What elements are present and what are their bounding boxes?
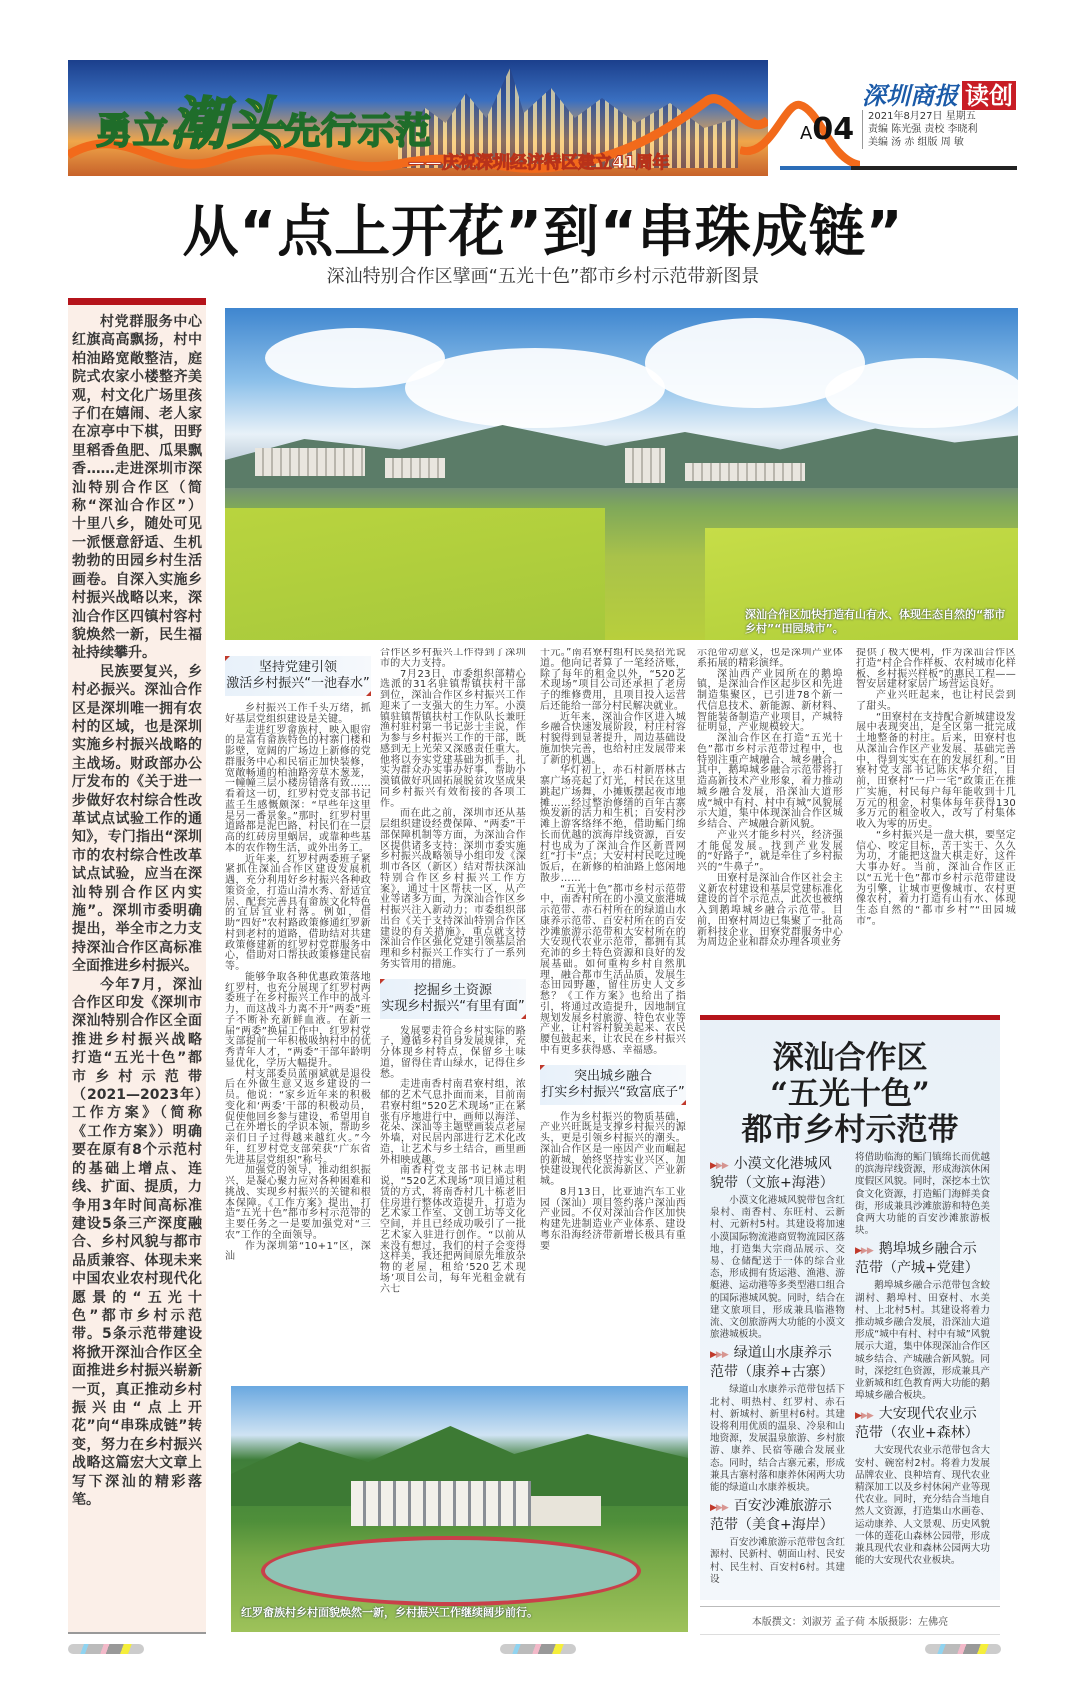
subhead-line: 挖掘乡土资源 [413, 982, 492, 998]
belt-heading-text: 绿道山水康养示范带（康养+古寨） [710, 1345, 834, 1381]
paragraph: 而在此之前，深圳市还从基层组织建设经费保障、“两委”干部保障机制等方面，为深汕合作区提供诸多支持：深圳市委实施乡村振兴战略领导小组印发《深圳市各区（新区）结对帮扶深汕特别合作区乡村振兴工作方案》，通过十区帮扶一区，从产业等诸多方面，为深汕合作区乡村振兴注入新动力；市委组织部出台《关于支持深汕特别合作区建设的有关措施》，重点就支持深汕合作区强化党建引领基层治理和乡村振兴工作实行了一系列务实管用的措施。 [380, 808, 526, 970]
belt-heading-text: 百安沙滩旅游示范带（美食+海岸） [710, 1498, 834, 1534]
triangle-arrows-icon: ▶▶▶ [710, 1161, 728, 1171]
paragraph: 走进南香村南君寮村组，浓郁的艺术气息扑面而来，目前南君寮村组“520艺术现场”正在紧张有序地进行中，画师以海洋、花朵、深汕等主题壁画装点老屋外墙，对民居内部进行艺术化改造，让艺术与乡土结合，画里画外相映成趣。 [380, 1079, 526, 1166]
color-bar [68, 1644, 144, 1654]
paragraph: 小漠文化港城风貌带包含红泉村、南香村、东旺村、云新村、元新村5村。其建设将加速小漠国际物流港商贸物流园区落地，打造集大宗商品展示、交易、仓储配送于一体的综合业态，形成拥有货运港、渔港、游艇港、运动港等多类型港口组合的国际港城风貌。同时，结合在建文旅项目，形成兼具临港物流、文创旅游两大功能的小漠文旅港城板块。 [710, 1195, 845, 1341]
color-bar [925, 1644, 1001, 1654]
paragraph: 产业兴旺起来，也让村民尝到了甜头。 [856, 690, 1016, 712]
box-title [700, 1040, 1000, 1148]
text-block [540, 1113, 686, 1253]
article-column [540, 648, 686, 1376]
paragraph: 深汕合作区在打造“五光十色”都市乡村示范带过程中，也特别注重产城融合、城乡融合。其中，鹅埠城乡融合示范带将打造高新技术产业形象，着力推动城乡融合发展，沿深汕大道形成“城中有村、村中有城”风貌展示大道，集中体现深汕合作区城乡结合、产城融合新风貌。 [697, 733, 843, 830]
article-column [380, 648, 526, 1376]
belt-heading [855, 1406, 990, 1442]
paragraph: “五光十色”都市乡村示范带中，南香村所在的小漠文旅港城示范带、赤石村所在的绿道山水康养示范带、百安村所在的百安沙滩旅游示范带和大安村所在的大安现代农业示范带，都拥有其充沛的乡土特色资源和良好的发展基础。如何重构乡村自然肌理，融合都市生活品质，发展生态田园野趣，留住历史人文乡愁？《工作方案》也给出了指引，将通过改造提升，因地制宜规划发展乡村旅游、特色农业等产业，让村容村貌美起来、农民腰包鼓起来，让农民在乡村振兴中有更多获得感、幸福感。 [540, 883, 686, 1056]
paragraph: 南香村党支部书记林志明说，“520艺术现场”项目通过租赁的方式，将南香村几十栋老旧住房进行整体改造提升，打造为艺术家工作室、文创工坊等文化空间，并且已经成功吸引了一批艺术家入驻进行创作。“以前从来没有想过，我们的村子会变得这样美，我还把两间原先堆放杂物的老屋，租给‘520艺术现场’项目公司，每年光租金就有六七 [380, 1165, 526, 1295]
paragraph: 大安现代农业示范带包含大安村、碗窑村2村。将着力发展品牌农业、良种培育、现代农业精深加工以及乡村休闲产业等现代农业。同时，充分结合当地自然人文资源，打造集山水画卷、运动康养、人文景观、历史风貌一体的莲花山森林公园带，形成兼具现代农业和森林公园两大功能的大安现代农业板块。 [855, 1445, 990, 1567]
article-column [225, 648, 371, 1376]
section-subhead [380, 979, 526, 1019]
text-block [380, 648, 526, 971]
triangle-arrows-icon: ▶▶▶ [710, 1503, 728, 1514]
subhead-line: 激活乡村振兴“一池春水” [226, 676, 370, 691]
masthead-info [862, 110, 978, 149]
subhead-line: 打实乡村振兴“致富底子” [541, 1084, 685, 1100]
demo-belt-box [700, 1015, 1000, 1600]
paragraph: 今年7月，深汕合作区印发《深圳市深汕特别合作区全面推进乡村振兴战略 打造“五光十色”都市乡村示范带（2021—2023年）工作方案》（简称《工作方案》）明确要在原有8个示范村的基础上增点、连线、扩面、提质，力争用3年时间高标准建设5条三产深度融合、乡村风貌与都市品质兼容、体现未来中国农业农村现代化愿景的“五光十色”都市乡村示范带。5条示范带建设将掀开深汕合作区全面推进乡村振兴崭新一页，真正推动乡村振兴由“点上开花”向“串珠成链”转变，努力在乡村振兴战略这篇宏大文章上写下深汕的精彩落笔。 [72, 976, 202, 1508]
paragraph: 绿道山水康养示范带包括下北村、明热村、红罗村、赤石村、新城村、新里村6村。其建设将利用优质的温泉、冷泉和山地资源，发展温泉旅游、乡村旅游、康养、民宿等融合发展业态。同时，结合古寨元素，形成兼具古寨村落和康养休闲两大功能的绿道山水康养板块。 [710, 1384, 845, 1494]
masthead-divider [780, 166, 1017, 170]
paragraph: 近年来，红罗村两委班子紧紧抓住深汕合作区建设发展机遇，充分利用好乡村振兴各种政策资金，打造山清水秀、舒适宜居、配套完善具有畲族文化特色的宜居宜业村落。例如，借助“四好”农村路政策修通红罗新村到老村的道路，借助结对共建政策修建新的红罗村党群服务中心，借助对口帮扶政策修建民宿等。 [225, 853, 371, 972]
box-title-line: 深汕合作区 [772, 1040, 928, 1076]
paragraph: 千元。”南君寮村组村民莫招光说道。他向记者算了一笔经济账，除了每年的租金以外，“520艺术现场”项目公司还承担了老房子的维修费用，且项目投入运营后还能给一部分村民解决就业。 [540, 648, 686, 712]
village-photo [231, 1386, 688, 1632]
landscape-photo [225, 308, 1018, 640]
banner-title: 勇立潮头先行示范 [96, 91, 433, 157]
subhead-line: 坚持党建引领 [258, 660, 337, 675]
paragraph: 8月13日，比亚迪汽车工业园（深汕）项目签约落户深汕西产业园。不仅对深汕合作区加快构建先进制造业产业体系、建设粤东沿海经济带新增长极具有重要 [540, 1186, 686, 1252]
paragraph: 村支部委员蓝丽斌就是退役后在外做生意又返乡建设的一员。他说：“家乡近年来的积极变化和‘两委’干部的积极动员，促使他回乡参与建设，希望用自己在外增长的学识本领，帮助乡亲们日子过得越来越红火。”今年，红罗村党支部荣获“广东省先进基层党组织”称号。 [225, 1068, 371, 1166]
text-block [225, 704, 371, 1263]
text-block [380, 1027, 526, 1296]
article-column [697, 648, 843, 1006]
belt-heading [855, 1241, 990, 1277]
issue-date: 2021年8月27日 星期五 [868, 111, 976, 122]
paragraph: 产业兴才能乡村兴，经济强才能促发展。找到产业发展的“好路子”，就是牵住了乡村振兴的“牛鼻子”。 [697, 829, 843, 873]
paragraph: 提供了极大便利，作为深汕合作区打造“村企合作样板、农村城市化样板、乡村振兴样板”的惠民工程——智安居建材家居广场营运良好。 [856, 648, 1016, 691]
text-block [540, 648, 686, 1057]
paragraph: 深汕西产业园所在的鹅埠镇，是深汕合作区起步区和先进制造集聚区，已引进78个新一代信息技术、新能源、新材料、智能装备制造产业项目，产城特征明显，产业规模较大。 [697, 668, 843, 734]
banner-subtitle: ——庆祝深圳经济特区建立41周年 [408, 153, 670, 173]
paragraph: 合作区乡村振兴工作得到了深圳市的大力支持。 [380, 648, 526, 669]
page-number: A04 [800, 112, 855, 147]
subhead-line: 实现乡村振兴“有里有面” [381, 998, 525, 1014]
editors-line: 责编 陈光强 责校 李晓利 [868, 124, 978, 135]
section-banner [68, 60, 768, 176]
photo-caption: 红罗畲族村乡村面貌焕然一新，乡村振兴工作继续阔步前行。 [241, 1606, 538, 1619]
article-column [856, 648, 1016, 1006]
paragraph: 发展要走符合乡村实际的路子，遵循乡村自身发展规律，充分体现乡村特点，保留乡土味道，留得住青山绿水，记得住乡愁。 [380, 1025, 526, 1080]
paragraph: 百安沙滩旅游示范带包含红源村、民新村、朝面山村、民安村、民生村、百安村6村。其建设 [710, 1537, 845, 1585]
text-block [856, 648, 1016, 928]
page-title: 从“点上开花”到“串珠成链” [182, 200, 904, 265]
paragraph: “乡村振兴是一盘大棋，要坚定信心、咬定目标，苦干实干、久久为功，才能把这盘大棋走好，这件大事办好。当前，深汕合作区正以“五光十色”都市乡村示范带建设为引擎，让城市更像城市、农村更像农村，着力打造有山有水、体现生态自然的“都市乡村”“田园城市”。 [856, 829, 1016, 927]
page-subtitle: 深汕特别合作区擘画“五光十色”都市乡村示范带新图景 [326, 266, 760, 287]
box-title-line: “五光十色” [770, 1076, 930, 1112]
paragraph: 华灯初上，赤石村新厝林古寨广场亮起了灯光，村民在这里跳起广场舞，小摊贩摆起夜市地摊……经过整治修缮的百年古寨焕发新的活力和生机；百安村沙滩上游客络绎不绝，借助鲘门绵长而优越的滨海岸线资源，百安村也成为了深汕合作区新晋网红“打卡”点；大安村村民吃过晚饭后，在新修的柏油路上悠闲地散步…… [540, 765, 686, 884]
belt-heading [710, 1156, 845, 1192]
color-bar [500, 1644, 576, 1654]
paragraph: 田寮村是深汕合作区社会主义新农村建设和基层党建标准化建设的首个示范点，此次也被纳入到鹅埠城乡融合示范带。目前，田寮村周边已集聚了一批高新科技企业，田寮党群服务中心为周边企业和群众办理各项业务 [697, 872, 843, 949]
belt-heading [710, 1498, 845, 1534]
paragraph: 作为乡村振兴的物质基础，产业兴旺既是支撑乡村振兴的源头，更是引领乡村振兴的潮头。深汕合作区是一座因产业而崛起的新城，始终坚持实业兴区，加快建设现代化滨海新区、产业新城。 [540, 1111, 686, 1187]
text-block [697, 648, 843, 949]
paragraph: “田寮村在支持配合新城建设发展中表现突出，是全区第一批完成土地整备的村庄。后来，田寮村也从深汕合作区产业发展、基础完善中，得到实实在在的发展红利。”田寮村党支部书记陈庆华介绍，目前，田寮村“一户一宅”政策正在推广实施，村民每户每年能收到十几万元的租金，村集体每年获得130多万元的租金收入，改写了村集体收入为零的历史。 [856, 711, 1016, 830]
paragraph: 作为深圳第“10+1”区，深汕 [225, 1240, 371, 1263]
editors-line: 美编 汤 赤 组版 周 敏 [868, 137, 964, 148]
paragraph: 走进红罗畲族村，映入眼帘的是富有畲族特色的村寨门楼和影壁，宽阔的广场边上新修的党群服务中心和民宿正加快装修，宽敞畅通的柏油路旁草木葱茏，一幢幢三层小楼房错落有致……看着这一切，红罗村党支部书记蓝壬生感慨颇深：“早些年这里是另一番景象。”那时，红罗村里道路都是泥巴路，村民们在一层高的红砖房里蜗居，或靠种些基本的农作物生活，或外出务工。 [225, 724, 371, 854]
belt-heading-text: 大安现代农业示范带（农业+森林） [855, 1406, 979, 1442]
paragraph: 民族要复兴，乡村必振兴。深汕合作区是深圳唯一拥有农村的区域，也是深圳实施乡村振兴战略的主战场。财政部办公厅发布的《关于进一步做好农村综合性改革试点试验工作的通知》，专门指出“深圳市的农村综合性改革试点试验，应当在深汕特别合作区内实施”。深圳市委明确提出，举全市之力支持深汕合作区高标准全面推进乡村振兴。 [72, 663, 202, 975]
section-subhead [225, 656, 371, 696]
belt-heading-text: 小漠文化港城风貌带（文旅+海港） [710, 1156, 834, 1191]
paragraph: 加强党的领导，推动组织振兴，是凝心聚力应对各种困难和挑战、实现乡村振兴的关键和根本保障。《工作方案》提出，打造“五光十色”都市乡村示范带的主要任务之一是要加强党对“三农”工作的全面领导。 [225, 1165, 371, 1241]
photo-caption: 深汕合作区加快打造有山有水、体现生态自然的“都市乡村”“田园城市”。 [745, 608, 1006, 635]
paragraph: 示范带动意义，也是深圳产业体系拓展的精彩演绎。 [697, 648, 843, 669]
triangle-arrows-icon: ▶▶▶ [855, 1246, 873, 1257]
newspaper-logo: 深圳商报 读创 [862, 76, 1016, 111]
paragraph: 鹅埠城乡融合示范带包含蛟湖村、鹅埠村、田寮村、水美村、上北村5村。其建设将着力推动城乡融合发展，沿深汕大道形成“城中有村、村中有城”风貌展示大道，集中体现深汕合作区城乡结合、产城融合新风貌。同时，深挖红色资源，形成兼具产业新城和红色教育两大功能的鹅埠城乡融合板块。 [855, 1280, 990, 1402]
credits: 本版撰文：刘淑芳 孟子荷 本版摄影：左佛亮 [700, 1606, 1000, 1635]
box-column [855, 1152, 990, 1567]
paragraph: 能够争取各种优惠政策落地红罗村，也充分展现了红罗村两委班子在乡村振兴工作中的战斗力，而这战斗力离不开“两委”班子不断补充新鲜血液。在新一届“两委”换届工作中，红罗村党支部提前一年积极吸纳村中的优秀青年人才，“两委”干部年龄明显优化，学历大幅提升。 [225, 971, 371, 1069]
paragraph: 7月23日，市委组织部精心选派的31名驻镇帮镇扶村干部到位，深汕合作区乡村振兴工作迎来了一支强大的生力军。小漠镇驻镇帮镇扶村工作队队长兼旺渔村驻村第一书记彭士圭说，作为参与乡村振兴工作的干部，既感到无上光荣又深感责任重大。他将以夯实党建基础为抓手，扎实为群众办实事办好事，帮助小漠镇做好巩固拓展脱贫攻坚成果同乡村振兴有效衔接的各项工作。 [380, 668, 526, 809]
belt-heading [710, 1345, 845, 1381]
box-title-line: 都市乡村示范带 [741, 1112, 959, 1148]
paragraph: 乡村振兴工作千头万绪，抓好基层党组织建设是关键。 [225, 703, 371, 725]
paragraph: 将借助临海的鲘门镇绵长而优越的滨海岸线资源，形成海滨休闲度假区风貌。同时，深挖本土饮食文化资源，打造鲘门海鲜美食街，形成兼具沙滩旅游和特色美食两大功能的百安沙滩旅游板块。 [855, 1152, 990, 1237]
triangle-arrows-icon: ▶▶▶ [710, 1350, 728, 1361]
paragraph: 村党群服务中心红旗高高飘扬，村中柏油路宽敞整洁，庭院式农家小楼整齐美观，村文化广场里孩子们在嬉闹、老人家在凉亭中下棋，田野里稻香鱼肥、瓜果飘香……走进深圳市深汕特别合作区（简称“深汕合作区”）十里八乡，随处可见一派惬意舒适、生机勃勃的田园乡村生活画卷。自深入实施乡村振兴战略以来，深汕合作区四镇村容村貌焕然一新，民生福祉持续攀升。 [72, 314, 202, 662]
triangle-arrows-icon: ▶▶▶ [855, 1411, 873, 1422]
section-subhead [540, 1065, 686, 1105]
subhead-line: 突出城乡融合 [573, 1068, 652, 1084]
lead-column [68, 298, 206, 1634]
paragraph: 近年来，深汕合作区进入城乡融合快速发展阶段，村庄村容村貌得到显著提升，周边基础设施加快完善，也给村庄发展带来了新的机遇。 [540, 711, 686, 766]
box-column [710, 1152, 845, 1586]
belt-heading-text: 鹅埠城乡融合示范带（产城+党建） [855, 1241, 979, 1277]
